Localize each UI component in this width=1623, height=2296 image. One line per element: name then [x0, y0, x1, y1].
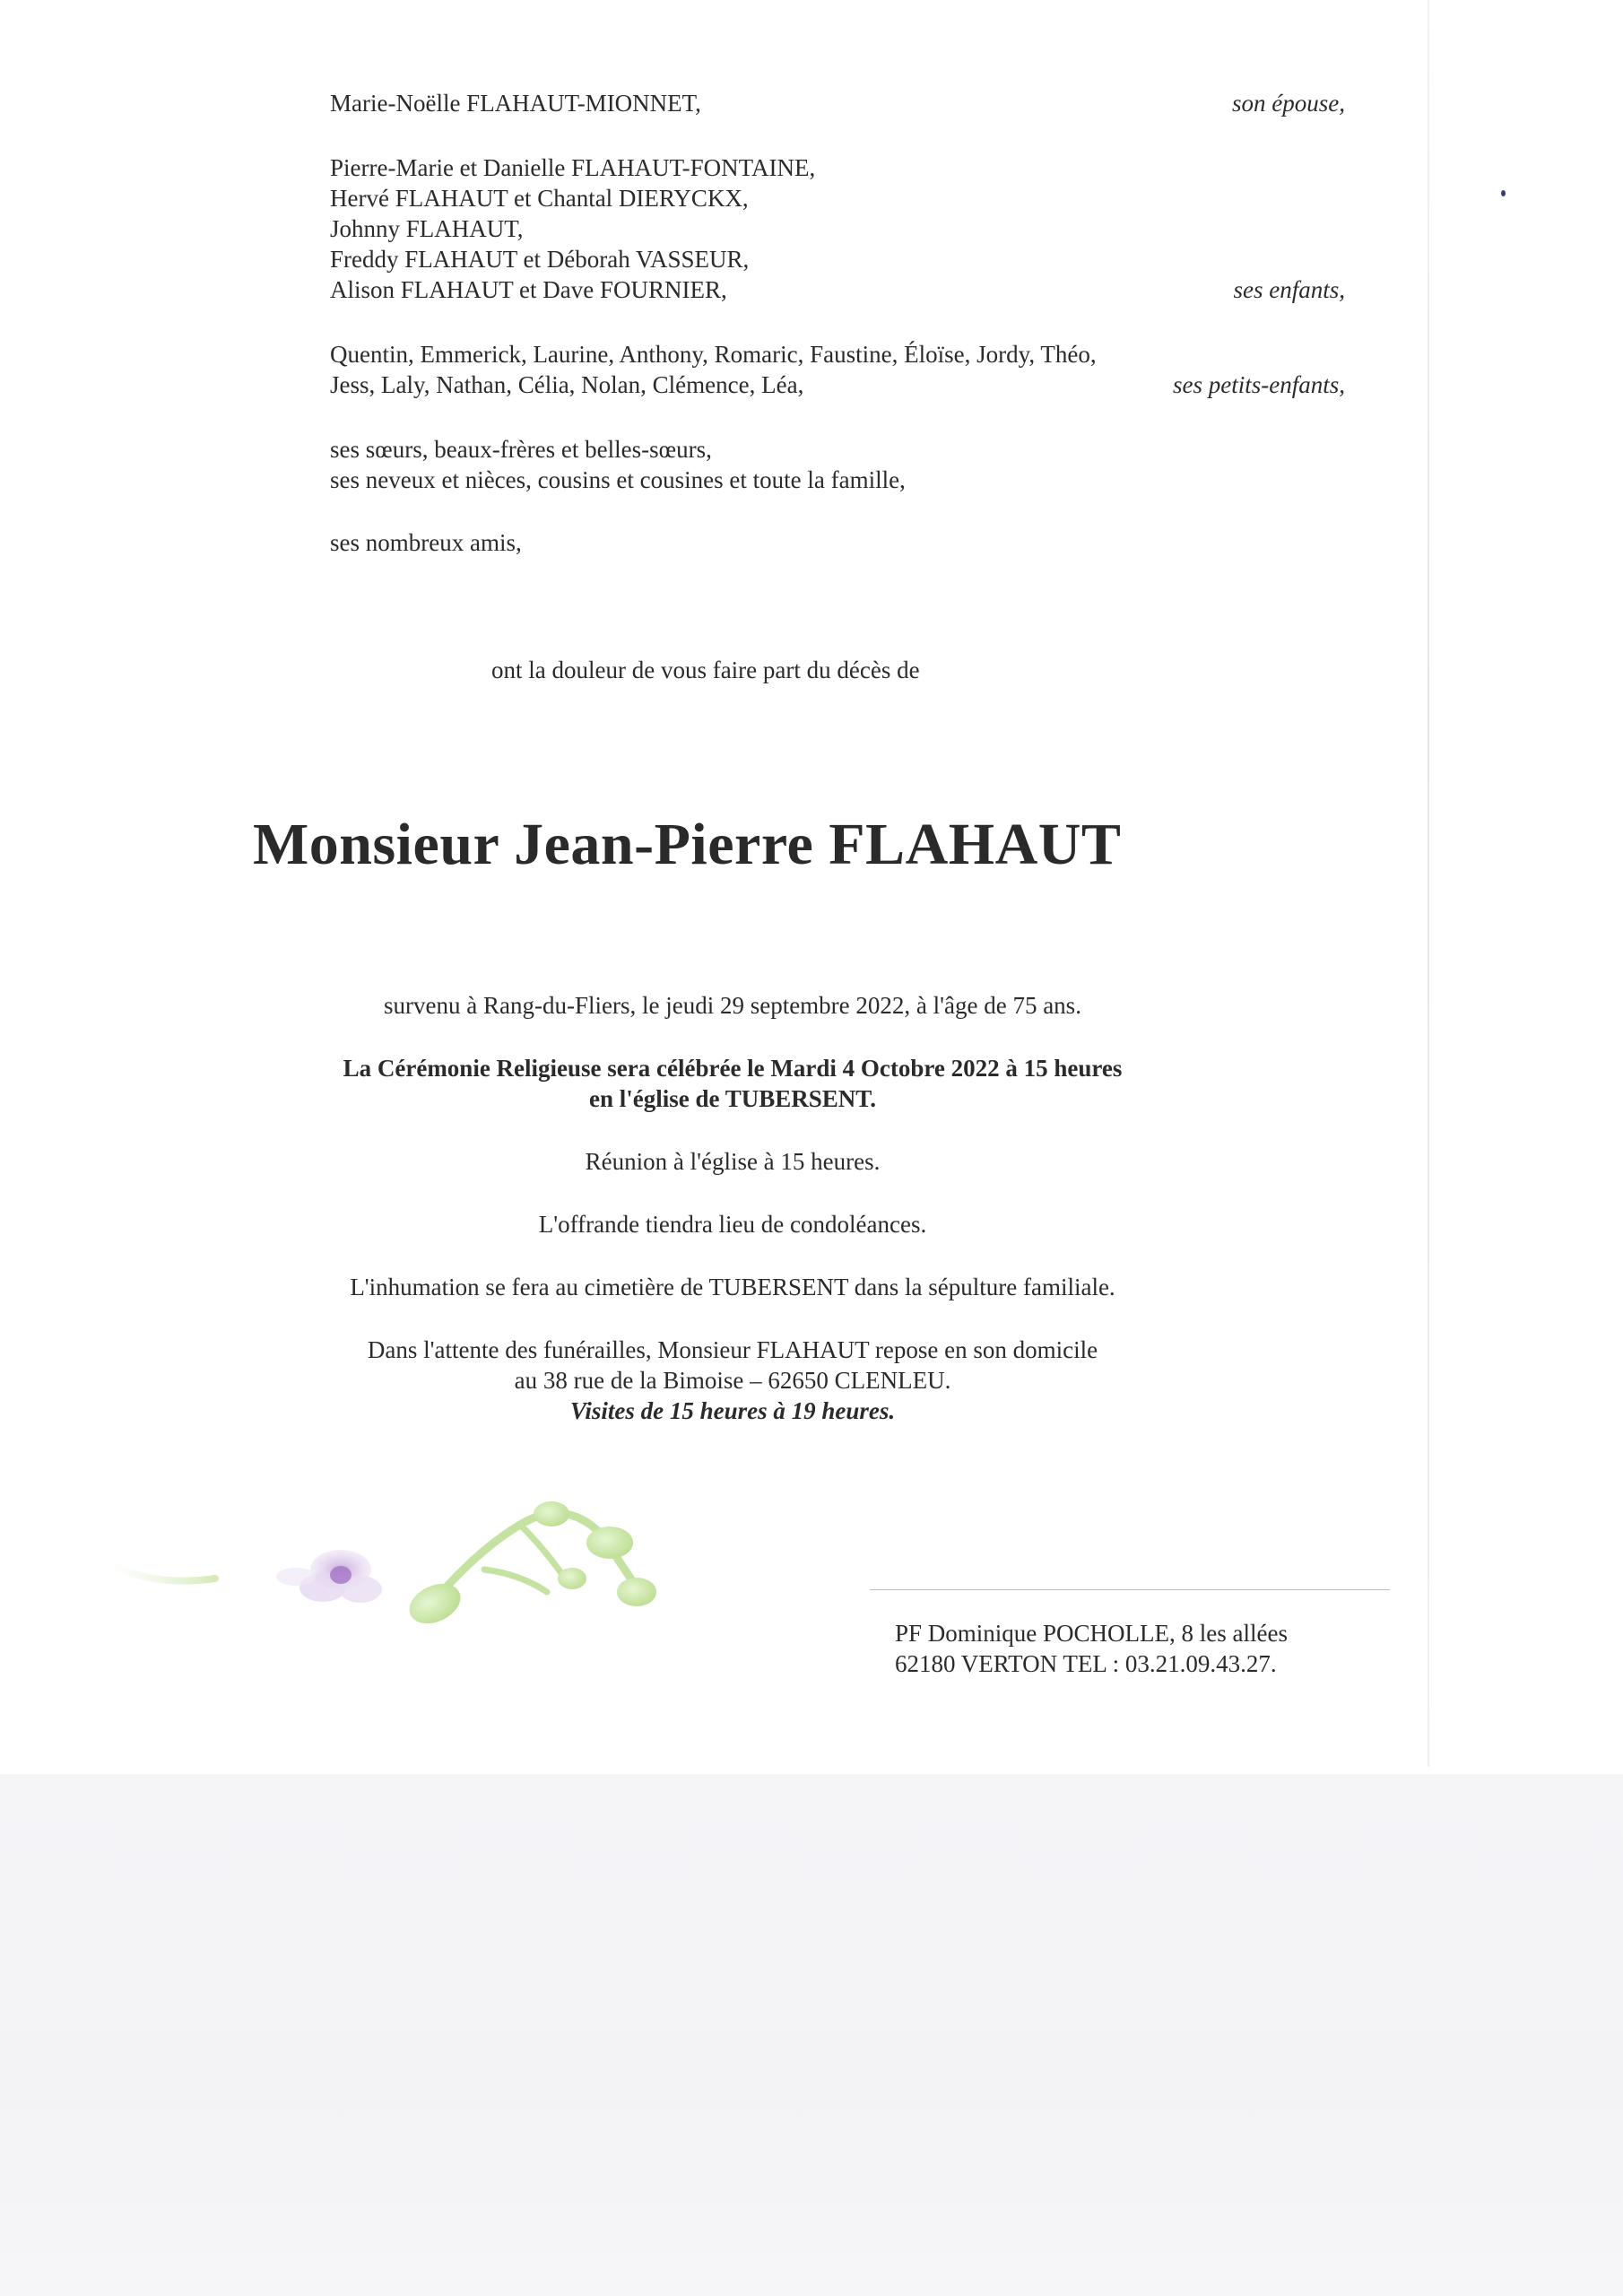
- deceased-name: Monsieur Jean-Pierre FLAHAUT: [253, 812, 1122, 877]
- child-line: Hervé FLAHAUT et Chantal DIERYCKX,: [330, 185, 749, 212]
- announcement: ont la douleur de vous faire part du décès de: [491, 657, 920, 683]
- child-line: Pierre-Marie et Danielle FLAHAUT-FONTAINE,: [330, 154, 816, 181]
- meeting-details: Réunion à l'église à 15 heures.: [585, 1148, 881, 1175]
- scan-speck: [1501, 190, 1506, 196]
- spouse-role: son épouse,: [1232, 90, 1345, 117]
- friends-line: ses nombreux amis,: [330, 529, 522, 556]
- spouse-name: Marie-Noëlle FLAHAUT-MIONNET,: [330, 90, 701, 117]
- scan-bottom-area: [0, 1774, 1623, 2296]
- purple-orchid-flower: [276, 1550, 382, 1603]
- orchid-illustration: [99, 1489, 708, 1650]
- funeral-home-line-2: 62180 VERTON TEL : 03.21.09.43.27.: [895, 1650, 1277, 1677]
- orchid-bud: [617, 1578, 656, 1606]
- page-edge: [1428, 0, 1429, 1767]
- orchid-bud: [534, 1501, 569, 1526]
- ceremony-line-1: La Cérémonie Religieuse sera célébrée le Mardi 4 Octobre 2022 à 15 heures: [343, 1055, 1123, 1082]
- orchid-bud: [403, 1576, 466, 1631]
- child-line: Johnny FLAHAUT,: [330, 215, 524, 242]
- offering-details: L'offrande tiendra lieu de condoléances.: [538, 1211, 927, 1238]
- grandchildren-role: ses petits-enfants,: [1173, 371, 1345, 398]
- repose-line-1: Dans l'attente des funérailles, Monsieur FLAHAUT repose en son domicile: [367, 1336, 1098, 1363]
- child-line: Alison FLAHAUT et Dave FOURNIER,: [330, 276, 727, 303]
- child-line: Freddy FLAHAUT et Déborah VASSEUR,: [330, 246, 750, 273]
- children-role: ses enfants,: [1233, 276, 1345, 303]
- burial-details: L'inhumation se fera au cimetière de TUBERSENT dans la sépulture familiale.: [350, 1274, 1115, 1300]
- repose-line-2: au 38 rue de la Bimoise – 62650 CLENLEU.: [514, 1367, 951, 1394]
- orchid-bud: [586, 1526, 633, 1559]
- footer-divider: [870, 1589, 1390, 1590]
- ceremony-line-2: en l'église de TUBERSENT.: [588, 1085, 877, 1112]
- grandchildren-line: Quentin, Emmerick, Laurine, Anthony, Romaric, Faustine, Éloïse, Jordy, Théo,: [330, 341, 1097, 368]
- extended-family-line: ses neveux et nièces, cousins et cousines et toute la famille,: [330, 466, 906, 493]
- funeral-home-line-1: PF Dominique POCHOLLE, 8 les allées: [895, 1620, 1288, 1647]
- grandchildren-line: Jess, Laly, Nathan, Célia, Nolan, Clémence, Léa,: [330, 371, 804, 398]
- death-details: survenu à Rang-du-Fliers, le jeudi 29 septembre 2022, à l'âge de 75 ans.: [384, 992, 1081, 1019]
- orchid-bud: [558, 1568, 586, 1589]
- visit-hours: Visites de 15 heures à 19 heures.: [569, 1397, 896, 1424]
- extended-family-line: ses sœurs, beaux-frères et belles-sœurs,: [330, 436, 712, 463]
- leaf-stroke: [108, 1562, 215, 1581]
